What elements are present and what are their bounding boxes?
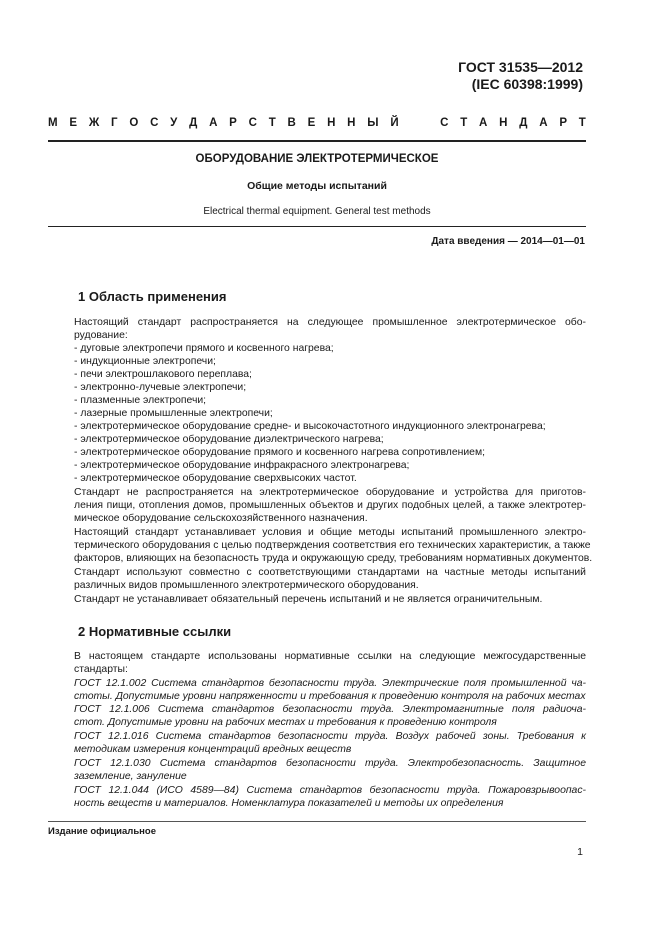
paragraph-line: В настоящем стандарте использованы нормативные ссылки на следующие межгосударственные <box>74 651 586 662</box>
list-item: - электротермическое оборудование средне- и высокочастотного индукционного электронагрева; <box>74 421 546 432</box>
banner-letter: А <box>539 117 548 129</box>
reference-line: заземление, зануление <box>74 771 187 782</box>
reference-line: ГОСТ 12.1.030 Система стандартов безопасности труда. Электробезопасность. Защитное <box>74 758 586 769</box>
official-edition-label: Издание официальное <box>48 826 156 837</box>
reference-line: стоты. Допустимые уровни напряженности и требования к проведению контроля на рабочих местах <box>74 691 586 702</box>
banner-letter: В <box>287 117 296 129</box>
banner-letter: А <box>479 117 488 129</box>
banner-letter: Е <box>307 117 316 129</box>
list-item: - лазерные промышленные электропечи; <box>74 408 273 419</box>
title-rule <box>48 226 586 227</box>
banner-letter: Г <box>111 117 118 129</box>
banner-letter: Й <box>390 117 399 129</box>
standard-code: ГОСТ 31535—2012 <box>458 59 583 75</box>
paragraph-line: Настоящий стандарт распространяется на следующее промышленное электротермическое обо- <box>74 317 586 328</box>
paragraph-line: Стандарт не распространяется на электротермическое оборудование и устройства для приготов- <box>74 487 586 498</box>
banner-letter: Д <box>189 117 198 129</box>
reference-line: ГОСТ 12.1.006 Система стандартов безопасности труда. Электромагнитные поля радиоча- <box>74 704 586 715</box>
reference-line: ГОСТ 12.1.016 Система стандартов безопасности труда. Воздух рабочей зоны. Требования к <box>74 731 586 742</box>
list-item: - электротермическое оборудование диэлектрического нагрева; <box>74 434 384 445</box>
document-title: ОБОРУДОВАНИЕ ЭЛЕКТРОТЕРМИЧЕСКОЕ <box>195 153 439 165</box>
banner-letter: А <box>209 117 218 129</box>
banner-letter: С <box>150 117 159 129</box>
banner-letter: Р <box>229 117 237 129</box>
footer-rule <box>48 821 586 822</box>
list-item: - печи электрошлакового переплава; <box>74 369 252 380</box>
paragraph-line: термического оборудования с целью подтверждения соответствия его технических характеристик, а также <box>74 540 591 551</box>
paragraph-line: ления пищи, отопления домов, промышленных объектов и других подобных целей, а также электротер- <box>74 500 586 511</box>
reference-line: стот. Допустимые уровни на рабочих местах и требования к проведению контроля <box>74 717 497 728</box>
list-item: - электронно-лучевые электропечи; <box>74 382 247 393</box>
paragraph-line: различных видов промышленного электротермического оборудования. <box>74 580 419 591</box>
standard-banner <box>48 117 586 129</box>
list-item: - дуговые электропечи прямого и косвенного нагрева; <box>74 343 334 354</box>
banner-letter: Н <box>499 117 508 129</box>
banner-letter: О <box>129 117 139 129</box>
banner-letter: С <box>248 117 257 129</box>
paragraph-line: Настоящий стандарт устанавливает условия и общие методы испытаний промышленного электро- <box>74 527 586 538</box>
page-number: 1 <box>577 846 583 858</box>
document-subtitle: Общие методы испытаний <box>247 180 387 192</box>
banner-gap <box>410 117 428 129</box>
banner-letter: Т <box>268 117 276 129</box>
list-item: - электротермическое оборудование сверхвысоких частот. <box>74 473 357 484</box>
banner-letter: Н <box>347 117 356 129</box>
list-item: - электротермическое оборудование инфракрасного электронагрева; <box>74 460 410 471</box>
english-title: Electrical thermal equipment. General test methods <box>203 206 431 217</box>
banner-letter: М <box>48 117 58 129</box>
banner-letter: Т <box>460 117 468 129</box>
section-2-heading: 2 Нормативные ссылки <box>78 624 232 639</box>
section-1-heading: 1 Область применения <box>78 289 227 304</box>
banner-rule <box>48 140 586 142</box>
banner-letter: Р <box>559 117 567 129</box>
banner-letter: Ж <box>88 117 100 129</box>
list-item: - электротермическое оборудование прямого и косвенного нагрева сопротивлением; <box>74 447 485 458</box>
reference-line: методикам измерения концентраций вредных веществ <box>74 744 352 755</box>
paragraph-line: факторов, влияющих на безопасность труда и окружающую среду, требованиям нормативных документов. <box>74 553 593 564</box>
paragraph-line: Стандарт используют совместно с соответствующими стандартами на частные методы испытаний <box>74 567 586 578</box>
banner-letter: Н <box>327 117 336 129</box>
introduction-date: Дата введения — 2014—01—01 <box>431 236 585 247</box>
reference-line: ГОСТ 12.1.002 Система стандартов безопасности труда. Электрические поля промышленной ча- <box>74 678 586 689</box>
banner-letter: Т <box>578 117 586 129</box>
iec-reference: (IEC 60398:1999) <box>471 76 583 92</box>
list-item: - плазменные электропечи; <box>74 395 207 406</box>
paragraph-line: Стандарт не устанавливает обязательный перечень испытаний и не является ограничительным. <box>74 594 543 605</box>
banner-letter: Е <box>69 117 78 129</box>
reference-line: ность веществ и материалов. Номенклатура показателей и методы их определения <box>74 798 504 809</box>
reference-line: ГОСТ 12.1.044 (ИСО 4589—84) Система стандартов безопасности труда. Пожаровзрывоопас- <box>74 785 586 796</box>
paragraph-line: рудование: <box>74 330 128 341</box>
banner-letter: Ы <box>367 117 379 129</box>
list-item: - индукционные электропечи; <box>74 356 216 367</box>
banner-letter: С <box>440 117 449 129</box>
paragraph-line: стандарты: <box>74 664 128 675</box>
banner-letter: Д <box>519 117 528 129</box>
paragraph-line: мическое оборудование сельскохозяйственного назначения. <box>74 513 368 524</box>
banner-letter: У <box>170 117 178 129</box>
